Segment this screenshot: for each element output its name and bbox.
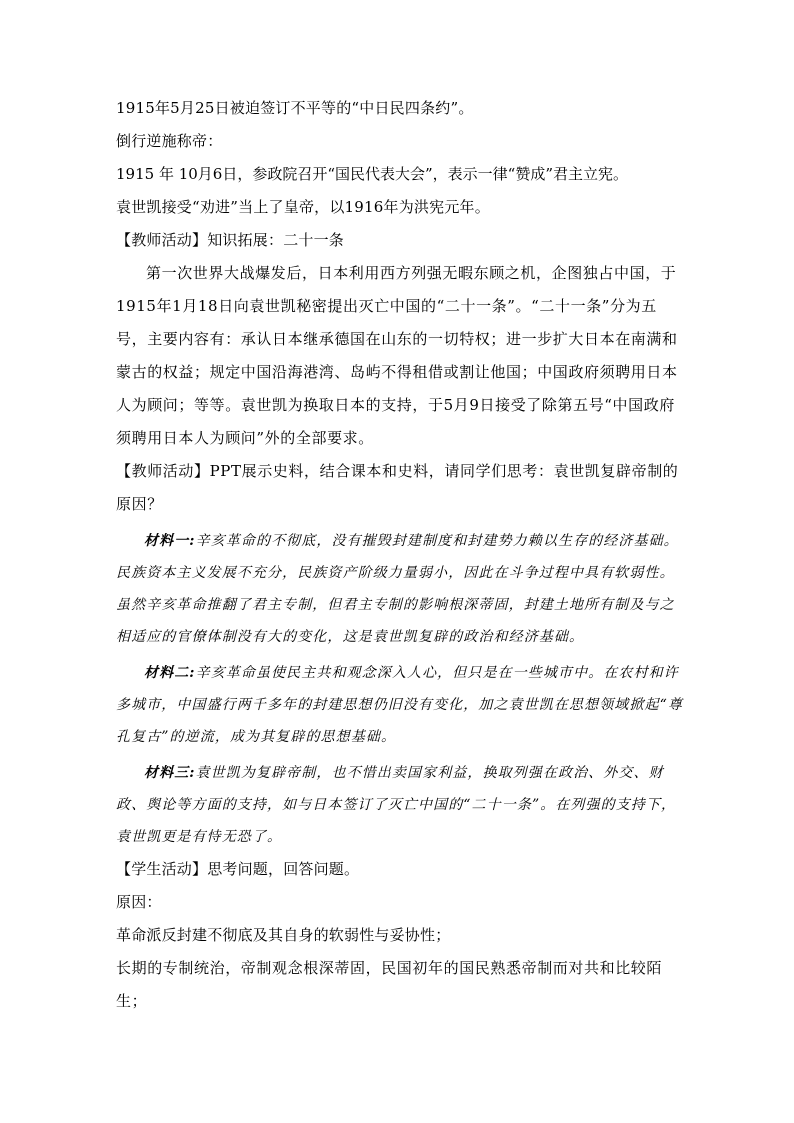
material-three: [116, 757, 688, 853]
reason-item: 长期的专制统治，帝制观念根深蒂固，民国初年的国民熟悉帝制而对共和比较陌生；: [116, 959, 663, 1010]
material-text: 辛亥革命的不彻底，没有摧毁封建制度和封建势力赖以生存的经济基础。民族资本主义发展不充分，民族资产阶级力量弱小，因此在斗争过程中具有软弱性。虽然辛亥革命推翻了君主专制，但君主专制的影响根深蒂固，封建土地所有制及与之相适应的官僚体制没有大的变化，这是袁世凯复辟的政治和经济基础。: [116, 533, 679, 645]
text-line: 1915 年 10月6日，参政院召开“国民代表大会”，表示一律“赞成”君主立宪。: [116, 165, 629, 183]
material-text: 袁世凯为复辟帝制，也不惜出卖国家利益，换取列强在政治、外交、财政、舆论等方面的支持，如与日本签订了灭亡中国的“二十一条”。在列强的支持下，袁世凯更是有恃无恐了。: [116, 765, 677, 845]
material-label: 材料一:: [144, 533, 196, 549]
material-text: 辛亥革命虽使民主共和观念深入人心，但只是在一些城市中。在农村和许多城市，中国盛行两千多年的封建思想仍旧没有变化，加之袁世凯在思想领域掀起“尊孔复古”的逆流，成为其复辟的思想基础。: [116, 665, 683, 745]
reason-item: 革命派反封建不彻底及其自身的软弱性与妥协性；: [116, 926, 451, 944]
document-body: [116, 92, 688, 1018]
reason-label: 原因：: [116, 893, 162, 911]
teacher-activity-question: 【教师活动】PPT展示史料，结合课本和史料，请同学们思考：袁世凯复辟帝制的原因？: [116, 462, 679, 513]
material-one: [116, 525, 688, 653]
twenty-one-demands-paragraph: 第一次世界大战爆发后，日本利用西方列强无暇东顾之机，企图独占中国，于1915年1月18日向袁世凯秘密提出灭亡中国的“二十一条”。“二十一条”分为五号，主要内容有：承认日本继承德国在山东的一切特权；进一步扩大日本在南满和蒙古的权益；规定中国沿海港湾、岛屿不得租借或割让他国；中国政府须聘用日本人为顾问；等等。袁世凯为换取日本的支持，于5月9日接受了除第五号“中国政府须聘用日本人为顾问”外的全部要求。: [116, 264, 678, 447]
text-line: 1915年5月25日被迫签订不平等的“中日民四条约”。: [116, 99, 474, 117]
text-line: 袁世凯接受“劝进”当上了皇帝，以1916年为洪宪元年。: [116, 198, 490, 216]
teacher-activity-heading: 【教师活动】知识拓展：二十一条: [116, 231, 345, 249]
material-label: 材料三:: [144, 765, 196, 781]
material-label: 材料二:: [144, 665, 196, 681]
student-activity-heading: 【学生活动】思考问题，回答问题。: [116, 860, 360, 878]
material-two: [116, 657, 688, 753]
text-line: 倒行逆施称帝：: [116, 132, 223, 150]
